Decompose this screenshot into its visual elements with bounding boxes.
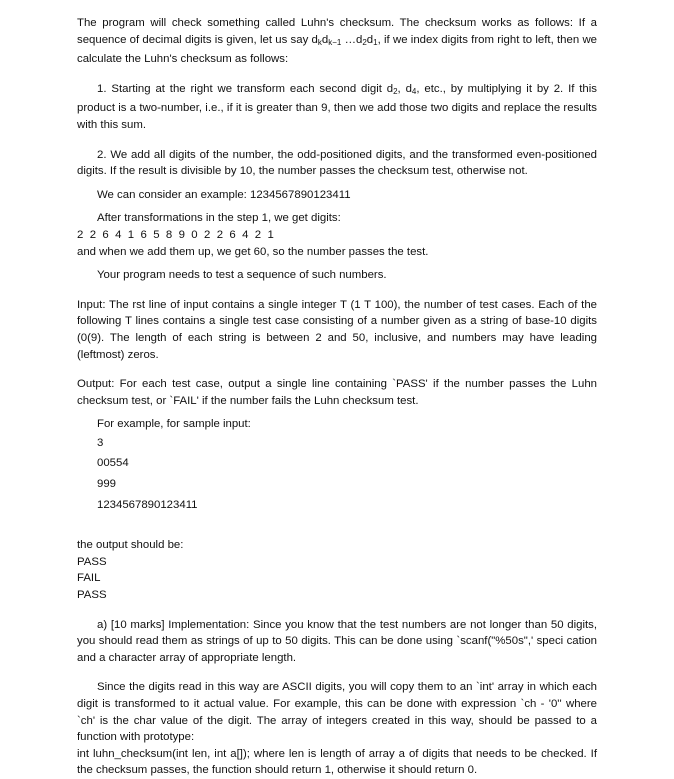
output-intro: the output should be: [77,539,184,552]
sample-output-line: FAIL [77,572,101,585]
document-page [77,15,597,779]
sample-output-block [77,554,597,604]
ascii-paragraph: Since the digits read in this way are ASCII digits, you will copy them to an `int' array in which each digit is transformed to it actual value. For example, this can be done with expression `ch - '0'' where `ch' is the char value of the digit. The array of integers created in this way, should be passed to a function with prototype: [77,681,597,744]
example-line: We can consider an example: 1234567890123411 [97,188,351,201]
input-description: Input: The rst line of input contains a single integer T (1 T 100), the number of test cases. Each of the following T lines contains a single test case consisting of a number given as a string of base-10 digits (0(9). The length of each string is between 2 and 50, inclusive, and numbers may have leading (leftmost) zeros. [77,298,597,361]
output-description: Output: For each test case, output a single line containing `PASS' if the number passes the Luhn checksum test, or `FAIL' if the number fails the Luhn checksum test. [77,378,597,407]
intro-paragraph: The program will check something called Luhn's checksum. The checksum works as follows: If a sequence of decimal digits is given, let us say $d_kd_{k-1}$ $\dots d_2d_1$, if we index digits from right to left, then we calculate the Luhn's checksum as follows: [77,17,598,66]
blank-space [77,513,597,537]
prototype-paragraph: int luhn_checksum(int len, int a[]); where len is length of array a of digits that needs to be checked. If the checksum passes, the function should return 1, otherwise it should return 0. [77,747,597,777]
after-transform-line: After transformations in the step 1, we get digits: [97,212,341,225]
sample-input-line: 3 [97,436,104,449]
sample-input-line: 999 [97,478,117,491]
sum-line: and when we add them up, we get 60, so the number passes the test. [77,245,429,258]
part-a-paragraph: a) [10 marks] Implementation: Since you know that the test numbers are not longer than 50 digits, you should read them as strings of up to 50 digits. This can be done using `scanf("%50s",' speci cation and a character array of appropriate length. [77,618,597,664]
transformed-digits: 2 2 6 4 1 6 5 8 9 0 2 2 6 4 2 1 [77,228,276,241]
sample-input-intro: For example, for sample input: [97,418,251,431]
step-1-paragraph: 1. Starting at the right we transform each second digit $d_2$, $d_4$, etc., by multiplying it by 2. If this product is a two-number, i.e., if it is greater than 9, then we add those two digits and replace the results with this sum. [77,82,597,131]
sample-output-line: PASS [77,555,107,568]
sample-input-line: 00554 [97,457,129,470]
sample-input-line: 1234567890123411 [97,498,198,511]
sample-output-line: PASS [77,589,107,602]
sample-input-block [77,435,597,513]
program-needs-line: Your program needs to test a sequence of such numbers. [97,269,387,282]
step-2-paragraph: 2. We add all digits of the number, the odd-positioned digits, and the transformed even-positioned digits. If the result is divisible by 10, the number passes the checksum test, otherwise not. [77,148,597,178]
